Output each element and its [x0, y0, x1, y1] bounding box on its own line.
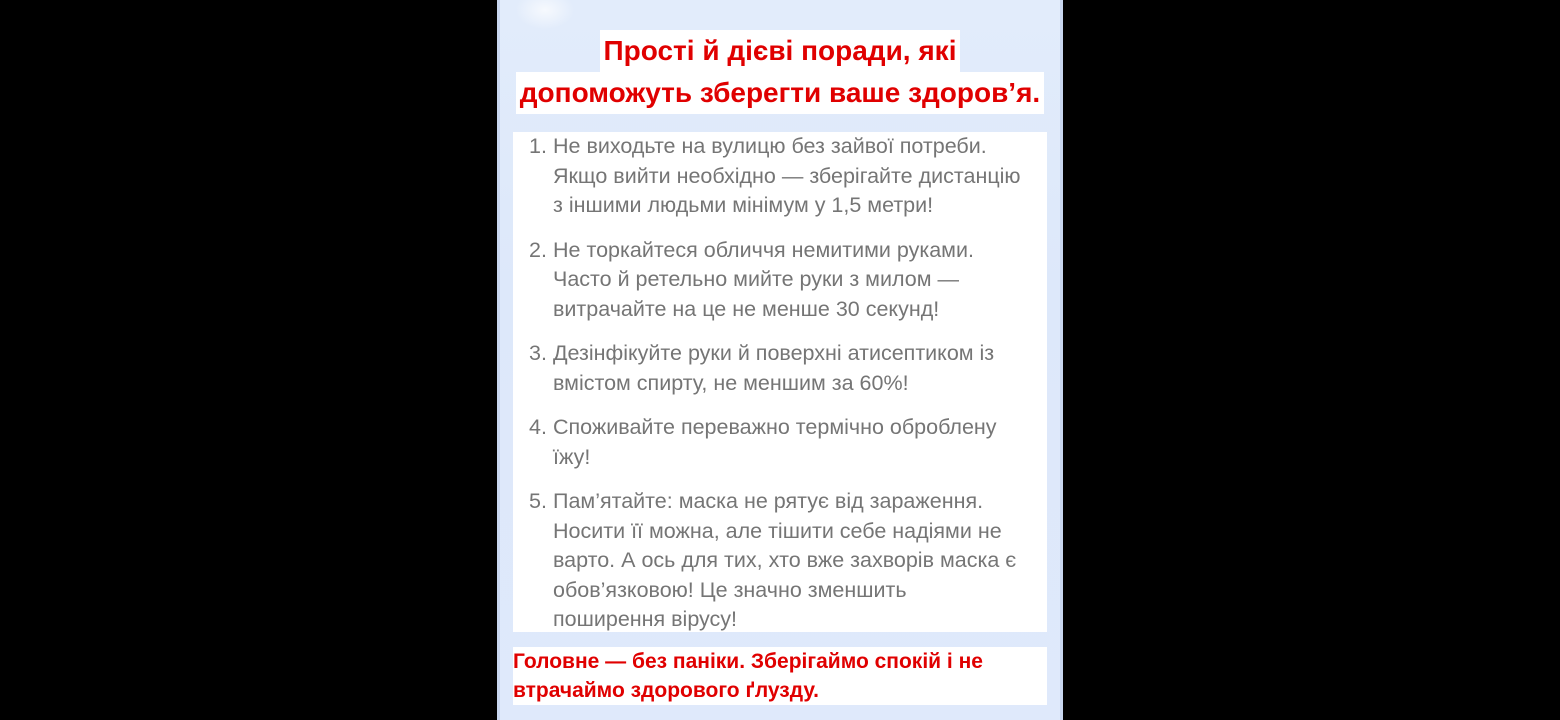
list-item-text: Дезінфікуйте руки й поверхні атисептиком із	[553, 341, 995, 365]
tips-list	[513, 132, 1047, 635]
list-item-text: Часто й ретельно мийте руки з милом —	[553, 267, 959, 291]
list-item-text: поширення вірусу!	[553, 607, 738, 631]
list-item-text: Споживайте переважно термічно оброблену	[553, 415, 997, 439]
list-item-text: Якщо вийти необхідно — зберігайте дистанцію	[553, 163, 1021, 188]
list-item-number: 3.	[529, 341, 547, 365]
list-item-number: 5.	[529, 489, 547, 513]
list-item-text: Носити її можна, але тішити себе надіями не	[553, 518, 1002, 543]
page-title	[497, 30, 1063, 114]
list-item	[513, 413, 1047, 472]
closing-message-line-2: втрачаймо здорового ґлузду.	[513, 679, 819, 702]
list-item-number: 2.	[529, 237, 547, 262]
list-item-text: витрачайте на це не менше 30 секунд!	[553, 296, 940, 321]
list-item	[513, 339, 1047, 398]
list-item-number: 1.	[529, 134, 547, 158]
closing-message	[513, 647, 1047, 705]
list-item-number: 4.	[529, 415, 547, 439]
list-item-text: варто. А ось для тих, хто вже захворів маска є	[553, 548, 1017, 572]
page-title-line-1: Прості й дієві поради, які	[600, 30, 961, 72]
list-item-text: Не виходьте на вулицю без зайвої потреби.	[553, 134, 987, 158]
list-item-text: їжу!	[553, 444, 591, 469]
list-item-text: обов’язковою! Це значно зменшить	[553, 577, 907, 602]
list-item-text: з іншими людьми мінімум у 1,5 метри!	[553, 193, 934, 217]
list-item	[513, 132, 1047, 221]
list-item-text: Не торкайтеся обличчя немитими руками.	[553, 237, 974, 262]
closing-message-line-1: Головне — без паніки. Зберігаймо спокій і не	[513, 650, 983, 673]
tips-list-box	[513, 132, 1047, 632]
content-panel	[497, 0, 1063, 720]
list-item-text: вмістом спирту, не меншим за 60%!	[553, 370, 909, 395]
decorative-swoosh	[515, 0, 575, 30]
page-title-line-2: допоможуть зберегти ваше здоров’я.	[516, 72, 1044, 114]
list-item-text: Пам’ятайте: маска не рятує від зараження.	[553, 489, 984, 513]
list-item	[513, 487, 1047, 635]
list-item	[513, 236, 1047, 325]
